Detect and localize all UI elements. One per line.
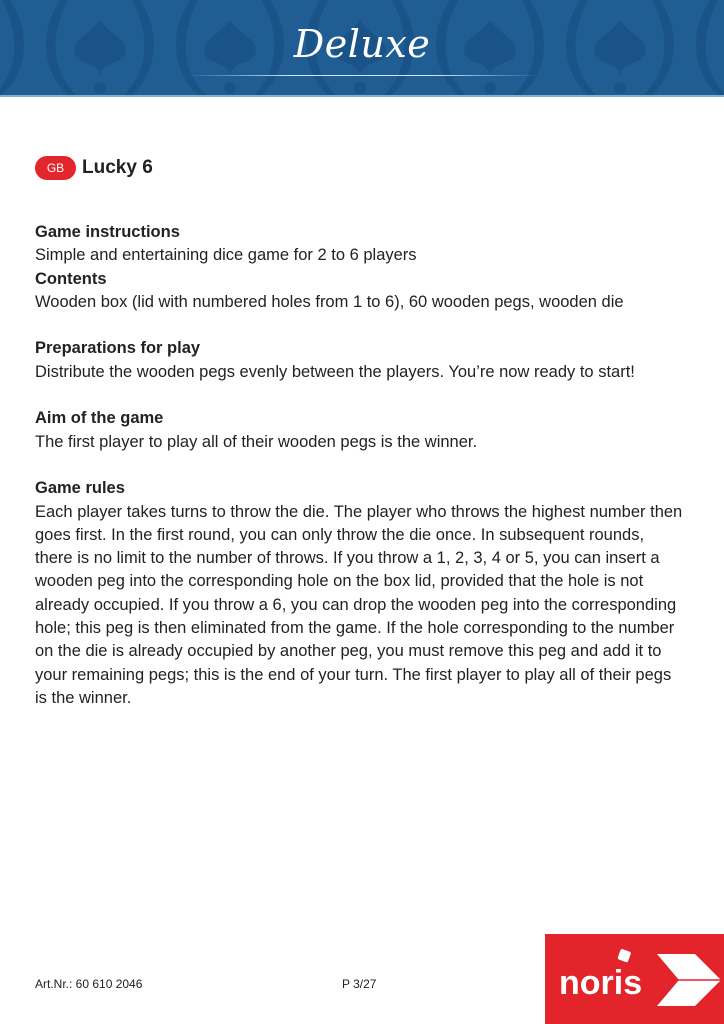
section-heading: Preparations for play xyxy=(35,339,201,358)
section-heading: Game rules xyxy=(35,479,125,498)
section-body: Simple and entertaining dice game for 2 to 6 players xyxy=(35,246,417,265)
header-title: Deluxe xyxy=(293,22,431,66)
section-body: The first player to play all of their wooden pegs is the winner. xyxy=(35,432,478,451)
section-body: Distribute the wooden pegs evenly between the players. You’re now ready to start! xyxy=(35,362,635,381)
section-heading: Contents xyxy=(35,269,107,288)
section-body: Each player takes turns to throw the die. The player who throws the highest number then goes first. In the first round, you can only throw the die once. In subsequent rounds, there is no limit to the number of throws. If you throw a 1, 2, 3, 4 or 5, you can insert a wooden peg into the corresponding hole on the box lid, provided that the hole is not already occupied. If you throw a 6, you can drop the wooden peg into the corresponding hole; this peg is then eliminated from the game. If the hole corresponding to the number on the die is already occupied by another peg, you must remove this peg and add it to your remaining pegs; this is the end of your turn. The first player to play all of their pegs is the winner. xyxy=(35,502,683,707)
section-heading: Game instructions xyxy=(35,223,180,241)
instructions-content xyxy=(35,221,685,734)
section-contents xyxy=(35,268,685,315)
header-banner xyxy=(0,0,724,97)
title-row xyxy=(35,156,153,180)
section-rules xyxy=(35,477,685,710)
header-divider xyxy=(185,75,540,76)
article-number: Art.Nr.: 60 610 2046 xyxy=(35,977,143,991)
section-instructions xyxy=(35,221,685,268)
section-heading: Aim of the game xyxy=(35,409,164,428)
game-title: Lucky 6 xyxy=(82,157,153,178)
header-bottom-border xyxy=(0,95,724,97)
section-aim xyxy=(35,407,685,454)
section-body: Wooden box (lid with numbered holes from 1 to 6), 60 wooden pegs, wooden die xyxy=(35,292,624,311)
svg-text:noris: noris xyxy=(559,964,643,1002)
language-badge: GB xyxy=(35,156,76,180)
noris-logo-icon xyxy=(545,934,724,1024)
noris-logo xyxy=(545,934,724,1024)
section-preparations xyxy=(35,337,685,384)
page-number: P 3/27 xyxy=(342,977,377,991)
